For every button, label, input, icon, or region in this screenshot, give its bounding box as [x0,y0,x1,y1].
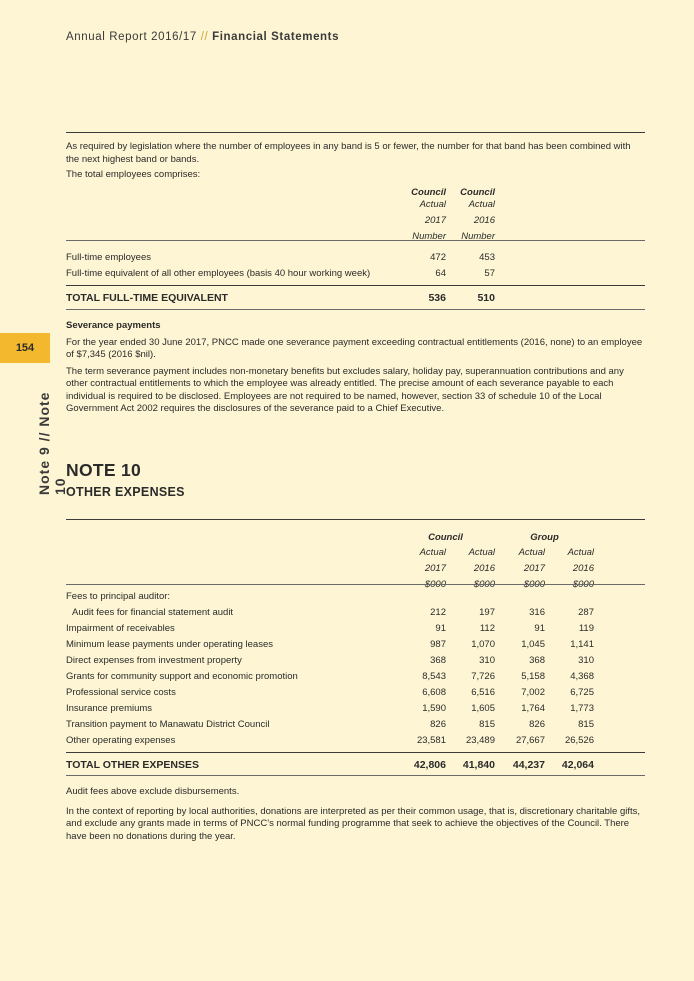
row-value: 1,605 [471,702,495,714]
total-label: TOTAL FULL-TIME EQUIVALENT [66,292,228,304]
table-row [66,620,645,636]
note-subtitle: OTHER EXPENSES [66,485,185,499]
row-value: 91 [435,622,446,634]
row-value: 1,141 [570,638,594,650]
table-row [66,636,645,652]
footnote-audit: Audit fees above exclude disbursements. [66,786,240,797]
row-label: Other operating expenses [66,734,176,746]
row-value: 310 [479,654,495,666]
row-value: 23,489 [465,734,495,746]
row-value [446,588,495,604]
row-value: 368 [430,654,446,666]
severance-paragraph-1: For the year ended 30 June 2017, PNCC made one severance payment exceeding contractual entitlements (2016, none) to an employee of $7,345 (2016 $nil). [66,336,643,360]
total-value: 44,237 [512,759,545,771]
row-value: 1,590 [422,702,446,714]
row-value: 453 [479,251,495,263]
col-sub-actual: Actual [419,546,446,558]
col-sub-unit: $000 [523,578,545,590]
col-sub-actual: Actual [419,198,446,210]
row-label: Transition payment to Manawatu District Council [66,718,270,730]
page-header [66,31,339,43]
severance-section [66,320,645,416]
col-sub-unit: Number [461,230,495,242]
row-value: 23,581 [416,734,446,746]
col-sub-actual: Actual [567,546,594,558]
total-label: TOTAL OTHER EXPENSES [66,759,200,771]
total-row [66,285,645,311]
table-row [66,716,645,732]
group-header-group: Group [530,531,559,543]
row-label: Full-time employees [66,251,151,263]
table-row [66,265,645,281]
row-label: Impairment of receivables [66,622,175,634]
table-header-divider [66,240,645,241]
row-label: Fees to principal auditor: [66,590,171,602]
row-value: 1,070 [471,638,495,650]
col-sub-unit: Number [412,230,446,242]
table-row [66,700,645,716]
group-header-council: Council [428,531,463,543]
row-value: 815 [578,718,594,730]
side-note-label: Note 9 // Note 10 [36,391,68,495]
employees-rows [66,249,645,281]
col-sub-year: 2017 [424,562,446,574]
row-value: 1,773 [570,702,594,714]
row-value: 6,725 [570,686,594,698]
col-sub-year: 2017 [424,214,446,226]
note-title: NOTE 10 [66,460,142,480]
employees-table [66,184,645,245]
report-title: Annual Report 2016/17 [66,31,197,43]
col-sub-year: 2016 [572,562,594,574]
col-header-council-2017: Council [411,186,446,198]
row-value: 1,045 [521,638,545,650]
row-label: Audit fees for financial statement audit [72,606,234,618]
row-label: Minimum lease payments under operating leases [66,638,273,650]
row-value: 826 [430,718,446,730]
row-value: 472 [430,251,446,263]
row-value: 57 [484,267,495,279]
col-sub-year: 2016 [473,214,495,226]
row-value: 27,667 [515,734,545,746]
total-value: 41,840 [462,759,495,771]
col-sub-year: 2016 [473,562,495,574]
row-label: Professional service costs [66,686,176,698]
top-divider [66,132,645,133]
row-value: 91 [534,622,545,634]
row-value: 826 [529,718,545,730]
table-row [66,249,645,265]
expenses-total-divider-bottom [66,775,645,776]
row-value: 7,002 [521,686,545,698]
row-value: 6,516 [471,686,495,698]
total-value: 42,806 [413,759,446,771]
expenses-footnotes [66,786,645,843]
section-title: Financial Statements [212,31,340,43]
footnote-donations: In the context of reporting by local authorities, donations are interpreted as per their common usage, that is, discretionary charitable gifts, and exclude any grants made in terms of PNCC’s normal funding programme that seek to achieve the objectives of the Council. There have been no donations during the year. [66,805,641,842]
row-value: 287 [578,606,594,618]
row-value: 112 [479,622,495,634]
row-value: 64 [435,267,446,279]
table-row [66,668,645,684]
row-value: 815 [479,718,495,730]
expenses-header-divider [66,584,645,585]
row-value: 5,158 [521,670,545,682]
table-row [66,652,645,668]
col-sub-unit: $000 [473,578,495,590]
row-value [545,588,594,604]
row-value: 987 [430,638,446,650]
row-value: 368 [529,654,545,666]
legislation-text: As required by legislation where the number of employees in any band is 5 or fewer, the number for that band has been combined with the next highest band or bands. [66,141,631,165]
row-label: Full-time equivalent of all other employees (basis 40 hour working week) [66,267,371,279]
row-label: Direct expenses from investment property [66,654,242,666]
severance-paragraph-2: The term severance payment includes non-monetary benefits but excludes salary, holiday pay, superannuation contributions and any other contractual entitlements to which the employee was already entitled. The precise amount of each severance payable to each individual is required to be disclosed. Employees are not required to be named, however, section 33 of schedule 10 of the Local Government Act 2002 requires the disclosures of the severance paid to a Chief Executive. [66,365,624,414]
header-separator: // [200,31,209,43]
row-value: 4,368 [570,670,594,682]
row-value: 8,543 [422,670,446,682]
employees-total [66,285,645,311]
total-value: 42,064 [561,759,594,771]
table-row [66,604,645,620]
total-value: 510 [477,292,495,304]
comprises-text: The total employees comprises: [66,169,201,180]
row-value: 310 [578,654,594,666]
col-header-council-2016: Council [460,186,495,198]
row-value: 197 [479,606,495,618]
total-divider-bottom [66,309,645,310]
row-value: 7,726 [471,670,495,682]
row-value: 316 [529,606,545,618]
table-row [66,684,645,700]
table-row [66,732,645,748]
row-label: Insurance premiums [66,702,153,714]
col-sub-year: 2017 [523,562,545,574]
col-sub-actual: Actual [518,546,545,558]
page-number: 154 [0,333,50,363]
col-sub-actual: Actual [468,546,495,558]
row-label: Grants for community support and economic promotion [66,670,298,682]
col-sub-actual: Actual [468,198,495,210]
row-value [396,588,446,604]
row-value: 1,764 [521,702,545,714]
total-value: 536 [428,292,446,304]
row-value: 212 [430,606,446,618]
note-table-top-divider [66,519,645,520]
row-value: 119 [578,622,594,634]
row-value: 26,526 [564,734,594,746]
row-value [495,588,545,604]
table-row [66,588,645,604]
severance-heading: Severance payments [66,320,161,331]
col-sub-unit: $000 [424,578,446,590]
expenses-rows [66,588,645,748]
col-sub-unit: $000 [572,578,594,590]
row-value: 6,608 [422,686,446,698]
intro-section [66,141,645,182]
note-heading [66,460,645,499]
